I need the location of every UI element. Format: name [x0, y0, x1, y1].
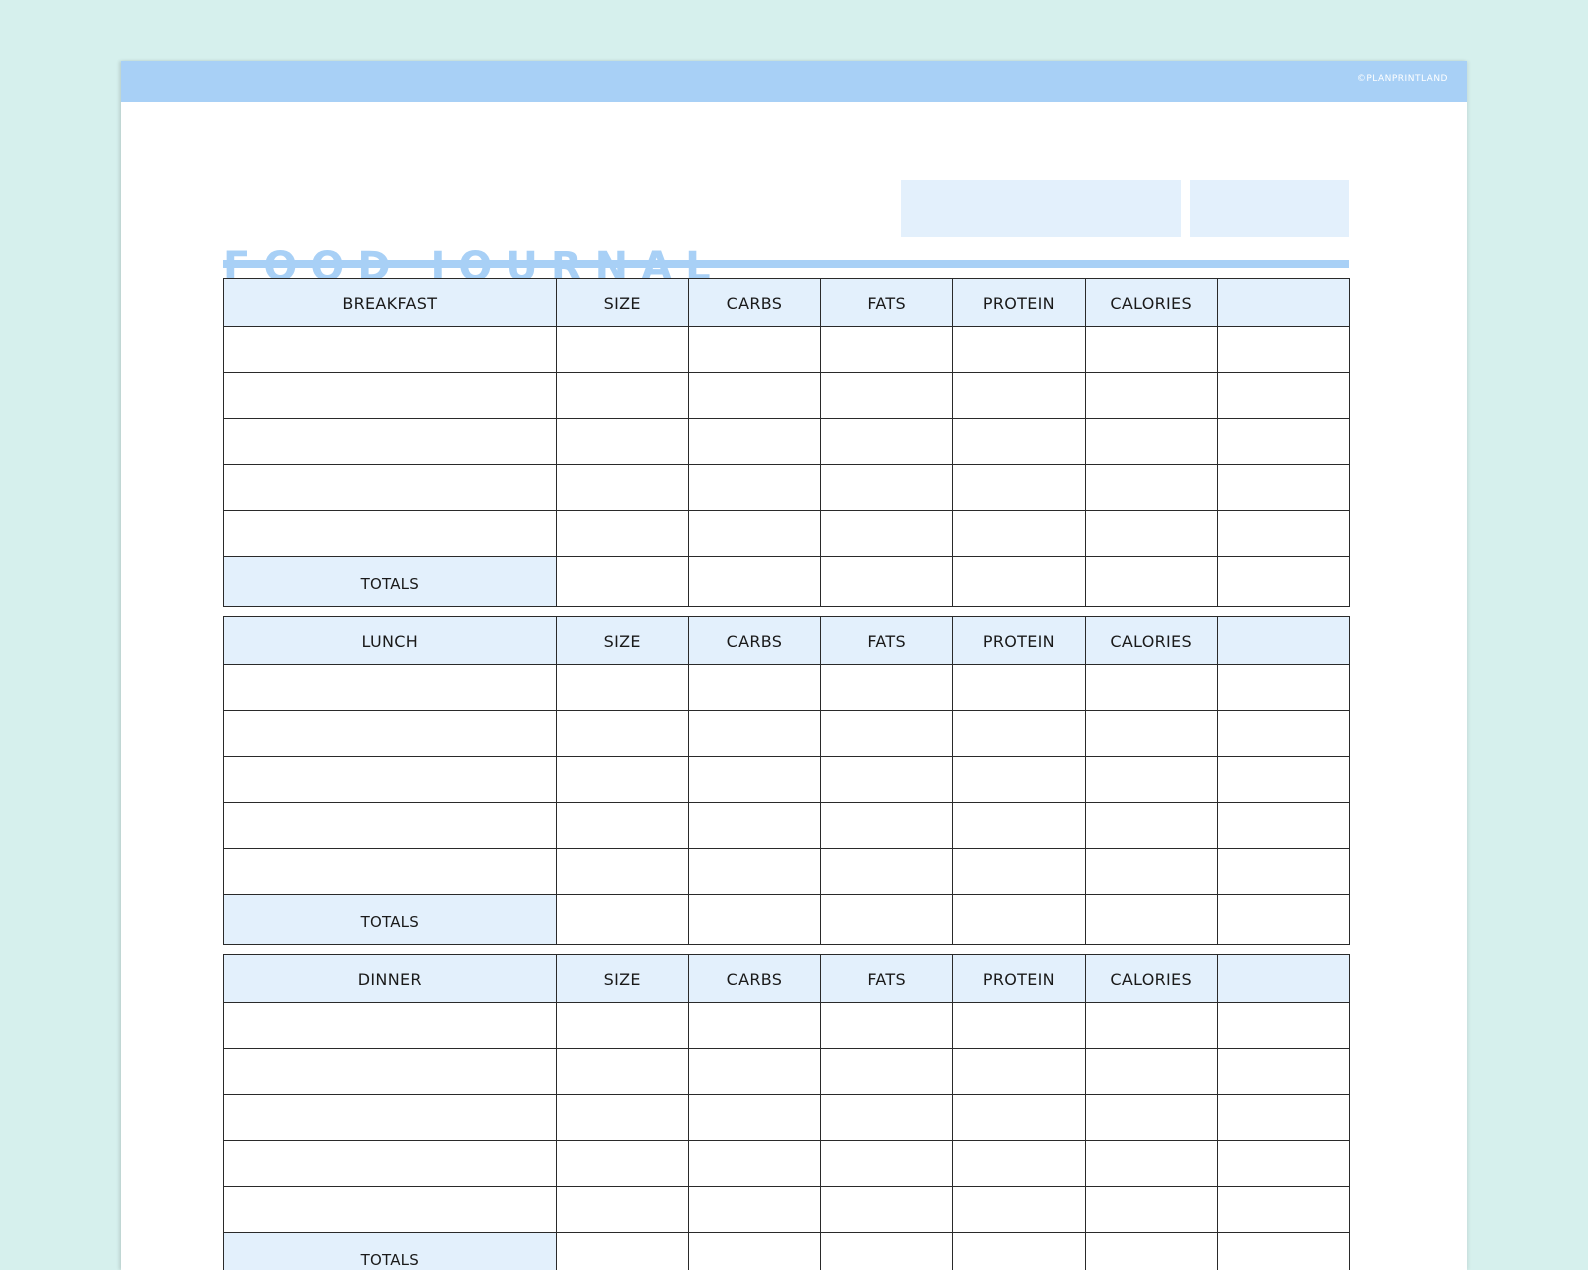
- nutrient-entry-cell[interactable]: [953, 803, 1085, 849]
- totals-entry-cell[interactable]: [1085, 895, 1217, 945]
- nutrient-entry-cell[interactable]: [556, 711, 688, 757]
- food-entry-cell[interactable]: [224, 1003, 557, 1049]
- nutrient-entry-cell[interactable]: [688, 511, 820, 557]
- nutrient-entry-cell[interactable]: [1217, 665, 1349, 711]
- nutrient-entry-cell[interactable]: [688, 1003, 820, 1049]
- column-header: SIZE: [556, 617, 688, 665]
- table-row: [224, 1187, 1350, 1233]
- nutrient-entry-cell[interactable]: [556, 849, 688, 895]
- nutrient-entry-cell[interactable]: [1217, 849, 1349, 895]
- nutrient-entry-cell[interactable]: [1085, 1049, 1217, 1095]
- nutrient-entry-cell[interactable]: [556, 1187, 688, 1233]
- nutrient-entry-cell[interactable]: [688, 419, 820, 465]
- totals-entry-cell[interactable]: [1085, 557, 1217, 607]
- totals-entry-cell[interactable]: [953, 895, 1085, 945]
- nutrient-entry-cell[interactable]: [821, 849, 953, 895]
- nutrient-entry-cell[interactable]: [821, 1003, 953, 1049]
- nutrient-entry-cell[interactable]: [1217, 327, 1349, 373]
- nutrient-entry-cell[interactable]: [556, 1141, 688, 1187]
- nutrient-entry-cell[interactable]: [556, 803, 688, 849]
- food-entry-cell[interactable]: [224, 465, 557, 511]
- food-entry-cell[interactable]: [224, 665, 557, 711]
- totals-row: [224, 557, 1350, 607]
- nutrient-entry-cell[interactable]: [1217, 465, 1349, 511]
- copyright-text: ©PLANPRINTLAND: [1356, 74, 1448, 84]
- nutrient-entry-cell[interactable]: [556, 419, 688, 465]
- nutrient-entry-cell[interactable]: [953, 849, 1085, 895]
- nutrient-entry-cell[interactable]: [953, 327, 1085, 373]
- nutrient-entry-cell[interactable]: [821, 1095, 953, 1141]
- nutrient-entry-cell[interactable]: [953, 465, 1085, 511]
- food-entry-cell[interactable]: [224, 711, 557, 757]
- nutrient-entry-cell[interactable]: [953, 711, 1085, 757]
- nutrient-entry-cell[interactable]: [688, 1187, 820, 1233]
- totals-entry-cell[interactable]: [821, 1233, 953, 1270]
- totals-entry-cell[interactable]: [953, 557, 1085, 607]
- column-header: [1217, 617, 1349, 665]
- food-entry-cell[interactable]: [224, 511, 557, 557]
- top-banner: [121, 61, 1467, 102]
- nutrient-entry-cell[interactable]: [953, 1095, 1085, 1141]
- nutrient-entry-cell[interactable]: [1217, 1141, 1349, 1187]
- column-header: SIZE: [556, 279, 688, 327]
- nutrient-entry-cell[interactable]: [821, 711, 953, 757]
- nutrient-entry-cell[interactable]: [1085, 1095, 1217, 1141]
- column-header: FATS: [821, 955, 953, 1003]
- date-field[interactable]: [1190, 180, 1349, 237]
- breakfast-table: [223, 278, 1350, 607]
- nutrient-entry-cell[interactable]: [1217, 373, 1349, 419]
- column-header: FATS: [821, 617, 953, 665]
- lunch-table: [223, 616, 1350, 945]
- totals-entry-cell[interactable]: [688, 557, 820, 607]
- column-header: CALORIES: [1085, 279, 1217, 327]
- nutrient-entry-cell[interactable]: [821, 327, 953, 373]
- meal-title: LUNCH: [224, 617, 557, 665]
- totals-label: TOTALS: [224, 895, 557, 945]
- food-entry-cell[interactable]: [224, 849, 557, 895]
- nutrient-entry-cell[interactable]: [688, 711, 820, 757]
- nutrient-entry-cell[interactable]: [821, 1049, 953, 1095]
- column-header: PROTEIN: [953, 617, 1085, 665]
- title-divider: [223, 260, 1349, 268]
- name-field[interactable]: [901, 180, 1181, 237]
- nutrient-entry-cell[interactable]: [1085, 465, 1217, 511]
- nutrient-entry-cell[interactable]: [688, 327, 820, 373]
- nutrient-entry-cell[interactable]: [1217, 1095, 1349, 1141]
- nutrient-entry-cell[interactable]: [1217, 1049, 1349, 1095]
- column-header: CARBS: [688, 955, 820, 1003]
- totals-label: TOTALS: [224, 557, 557, 607]
- nutrient-entry-cell[interactable]: [953, 1049, 1085, 1095]
- table-row: [224, 757, 1350, 803]
- nutrient-entry-cell[interactable]: [1085, 1187, 1217, 1233]
- nutrient-entry-cell[interactable]: [821, 373, 953, 419]
- nutrient-entry-cell[interactable]: [1217, 511, 1349, 557]
- food-entry-cell[interactable]: [224, 419, 557, 465]
- nutrient-entry-cell[interactable]: [556, 373, 688, 419]
- column-header: CALORIES: [1085, 617, 1217, 665]
- totals-row: [224, 895, 1350, 945]
- nutrient-entry-cell[interactable]: [953, 511, 1085, 557]
- dinner-table: [223, 954, 1350, 1270]
- nutrient-entry-cell[interactable]: [556, 757, 688, 803]
- totals-entry-cell[interactable]: [1085, 1233, 1217, 1270]
- table-row: [224, 1049, 1350, 1095]
- food-entry-cell[interactable]: [224, 803, 557, 849]
- food-entry-cell[interactable]: [224, 757, 557, 803]
- meal-header-row: [224, 955, 1350, 1003]
- nutrient-entry-cell[interactable]: [1085, 1003, 1217, 1049]
- table-row: [224, 711, 1350, 757]
- nutrient-entry-cell[interactable]: [556, 327, 688, 373]
- nutrient-entry-cell[interactable]: [953, 419, 1085, 465]
- totals-entry-cell[interactable]: [556, 895, 688, 945]
- column-header: [1217, 955, 1349, 1003]
- nutrient-entry-cell[interactable]: [953, 1003, 1085, 1049]
- table-row: [224, 1095, 1350, 1141]
- table-row: [224, 665, 1350, 711]
- nutrient-entry-cell[interactable]: [556, 465, 688, 511]
- column-header: PROTEIN: [953, 279, 1085, 327]
- column-header: CARBS: [688, 279, 820, 327]
- food-entry-cell[interactable]: [224, 327, 557, 373]
- meal-header-row: [224, 279, 1350, 327]
- totals-entry-cell[interactable]: [688, 1233, 820, 1270]
- column-header: CARBS: [688, 617, 820, 665]
- totals-entry-cell[interactable]: [1217, 1233, 1349, 1270]
- nutrient-entry-cell[interactable]: [688, 803, 820, 849]
- nutrient-entry-cell[interactable]: [953, 665, 1085, 711]
- nutrient-entry-cell[interactable]: [1085, 511, 1217, 557]
- nutrient-entry-cell[interactable]: [821, 1141, 953, 1187]
- nutrient-entry-cell[interactable]: [1217, 1187, 1349, 1233]
- nutrient-entry-cell[interactable]: [688, 849, 820, 895]
- nutrient-entry-cell[interactable]: [953, 1141, 1085, 1187]
- table-row: [224, 327, 1350, 373]
- nutrient-entry-cell[interactable]: [556, 1095, 688, 1141]
- nutrient-entry-cell[interactable]: [556, 511, 688, 557]
- meal-title: BREAKFAST: [224, 279, 557, 327]
- nutrient-entry-cell[interactable]: [688, 665, 820, 711]
- nutrient-entry-cell[interactable]: [688, 1049, 820, 1095]
- nutrient-entry-cell[interactable]: [556, 1003, 688, 1049]
- column-header: CALORIES: [1085, 955, 1217, 1003]
- meal-header-row: [224, 617, 1350, 665]
- totals-entry-cell[interactable]: [688, 895, 820, 945]
- food-entry-cell[interactable]: [224, 1049, 557, 1095]
- totals-entry-cell[interactable]: [821, 895, 953, 945]
- table-row: [224, 803, 1350, 849]
- nutrient-entry-cell[interactable]: [1217, 419, 1349, 465]
- nutrient-entry-cell[interactable]: [688, 1141, 820, 1187]
- nutrient-entry-cell[interactable]: [556, 1049, 688, 1095]
- totals-row: [224, 1233, 1350, 1270]
- nutrient-entry-cell[interactable]: [688, 373, 820, 419]
- column-header: PROTEIN: [953, 955, 1085, 1003]
- nutrient-entry-cell[interactable]: [688, 757, 820, 803]
- nutrient-entry-cell[interactable]: [1085, 665, 1217, 711]
- food-entry-cell[interactable]: [224, 1187, 557, 1233]
- nutrient-entry-cell[interactable]: [1217, 757, 1349, 803]
- totals-entry-cell[interactable]: [953, 1233, 1085, 1270]
- column-header: [1217, 279, 1349, 327]
- totals-entry-cell[interactable]: [1217, 895, 1349, 945]
- nutrient-entry-cell[interactable]: [1085, 849, 1217, 895]
- nutrient-entry-cell[interactable]: [1085, 711, 1217, 757]
- nutrient-entry-cell[interactable]: [821, 757, 953, 803]
- nutrient-entry-cell[interactable]: [688, 1095, 820, 1141]
- food-entry-cell[interactable]: [224, 1095, 557, 1141]
- column-header: FATS: [821, 279, 953, 327]
- table-row: [224, 1141, 1350, 1187]
- nutrient-entry-cell[interactable]: [1085, 419, 1217, 465]
- nutrient-entry-cell[interactable]: [821, 665, 953, 711]
- nutrient-entry-cell[interactable]: [1217, 1003, 1349, 1049]
- column-header: SIZE: [556, 955, 688, 1003]
- nutrient-entry-cell[interactable]: [821, 465, 953, 511]
- nutrient-entry-cell[interactable]: [953, 757, 1085, 803]
- table-row: [224, 849, 1350, 895]
- table-row: [224, 1003, 1350, 1049]
- table-row: [224, 419, 1350, 465]
- nutrient-entry-cell[interactable]: [1085, 373, 1217, 419]
- nutrient-entry-cell[interactable]: [688, 465, 820, 511]
- table-row: [224, 511, 1350, 557]
- nutrient-entry-cell[interactable]: [1217, 803, 1349, 849]
- table-row: [224, 465, 1350, 511]
- nutrient-entry-cell[interactable]: [821, 1187, 953, 1233]
- journal-sheet: [121, 61, 1467, 1270]
- food-entry-cell[interactable]: [224, 1141, 557, 1187]
- totals-entry-cell[interactable]: [556, 1233, 688, 1270]
- nutrient-entry-cell[interactable]: [821, 419, 953, 465]
- totals-label: TOTALS: [224, 1233, 557, 1270]
- nutrient-entry-cell[interactable]: [556, 665, 688, 711]
- nutrient-entry-cell[interactable]: [953, 1187, 1085, 1233]
- nutrient-entry-cell[interactable]: [1085, 803, 1217, 849]
- food-entry-cell[interactable]: [224, 373, 557, 419]
- nutrient-entry-cell[interactable]: [1085, 757, 1217, 803]
- nutrient-entry-cell[interactable]: [1085, 1141, 1217, 1187]
- totals-entry-cell[interactable]: [821, 557, 953, 607]
- totals-entry-cell[interactable]: [1217, 557, 1349, 607]
- nutrient-entry-cell[interactable]: [1085, 327, 1217, 373]
- totals-entry-cell[interactable]: [556, 557, 688, 607]
- nutrient-entry-cell[interactable]: [1217, 711, 1349, 757]
- nutrient-entry-cell[interactable]: [953, 373, 1085, 419]
- table-row: [224, 373, 1350, 419]
- nutrient-entry-cell[interactable]: [821, 511, 953, 557]
- nutrient-entry-cell[interactable]: [821, 803, 953, 849]
- meal-title: DINNER: [224, 955, 557, 1003]
